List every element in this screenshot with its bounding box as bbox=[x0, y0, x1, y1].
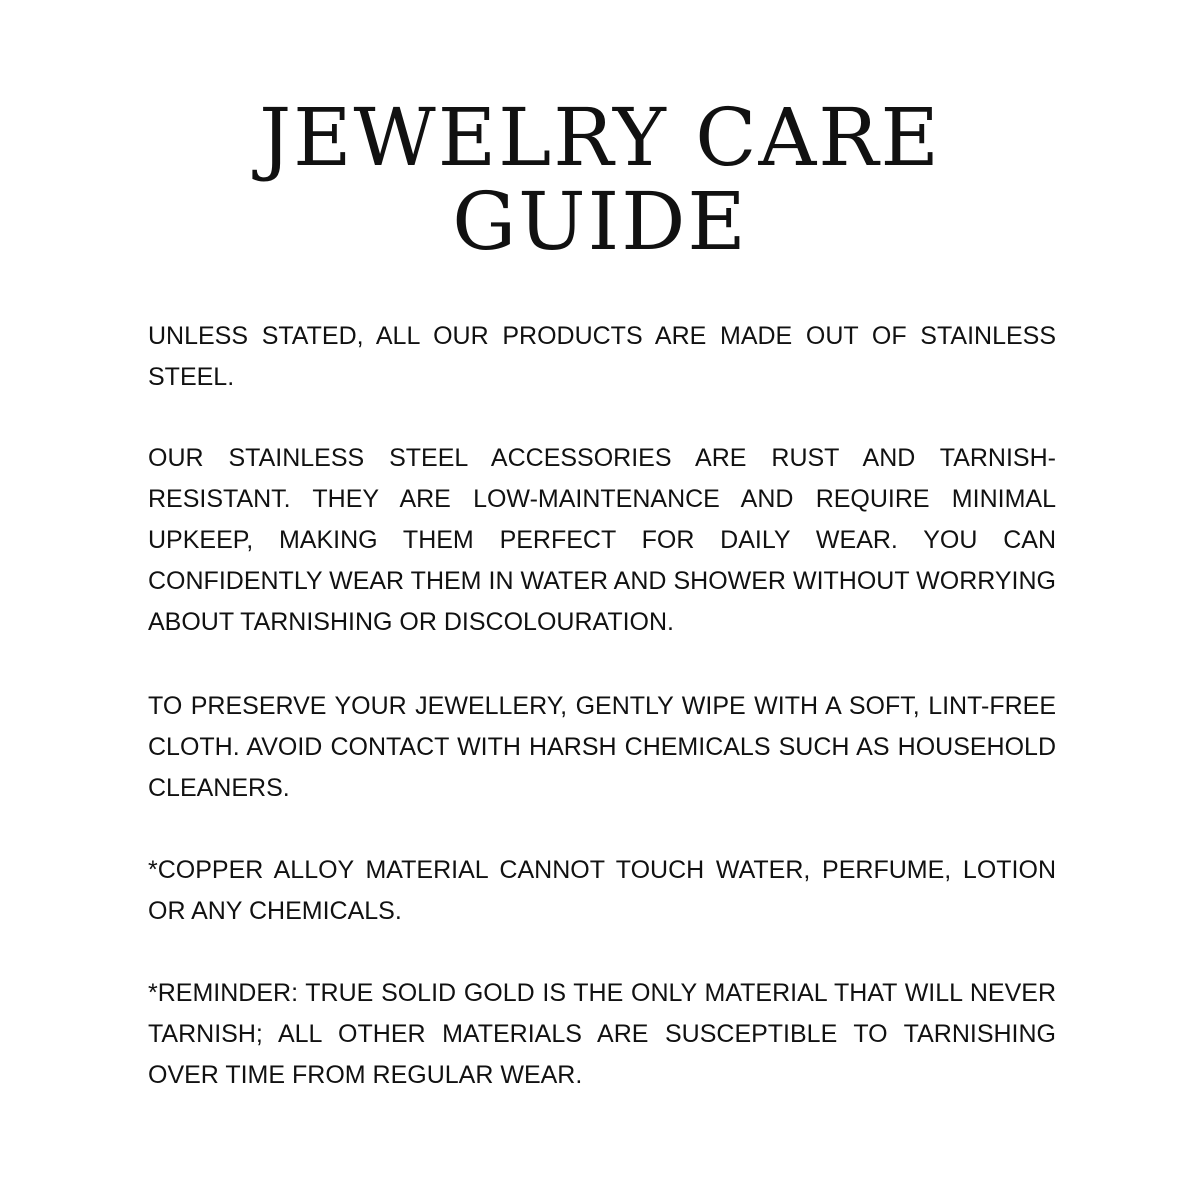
paragraph-gold-reminder: *REMINDER: TRUE SOLID GOLD IS THE ONLY MATERIAL THAT WILL NEVER TARNISH; ALL OTHER MATERIALS ARE SUSCEPTIBLE TO TARNISHING OVER TIME FROM REGULAR WEAR. bbox=[148, 979, 1056, 1089]
paragraph-materials: UNLESS STATED, ALL OUR PRODUCTS ARE MADE OUT OF STAINLESS STEEL. bbox=[148, 322, 1056, 391]
paragraph-preservation: TO PRESERVE YOUR JEWELLERY, GENTLY WIPE WITH A SOFT, LINT-FREE CLOTH. AVOID CONTACT WITH HARSH CHEMICALS SUCH AS HOUSEHOLD CLEANERS. bbox=[148, 692, 1056, 802]
paragraph-stainless-steel: OUR STAINLESS STEEL ACCESSORIES ARE RUST AND TARNISH-RESISTANT. THEY ARE LOW-MAINTENANCE AND REQUIRE MINIMAL UPKEEP, MAKING THEM PERFECT FOR DAILY WEAR. YOU CAN CONFIDENTLY WEAR THEM IN WATER AND SHOWER WITHOUT WORRYING ABOUT TARNISHING OR DISCOLOURATION. bbox=[148, 444, 1056, 636]
page-title-line-2: GUIDE bbox=[452, 175, 748, 268]
page-title-line-1: JEWELRY CARE bbox=[259, 91, 941, 184]
paragraph-copper-alloy-note: *COPPER ALLOY MATERIAL CANNOT TOUCH WATER, PERFUME, LOTION OR ANY CHEMICALS. bbox=[148, 856, 1056, 925]
